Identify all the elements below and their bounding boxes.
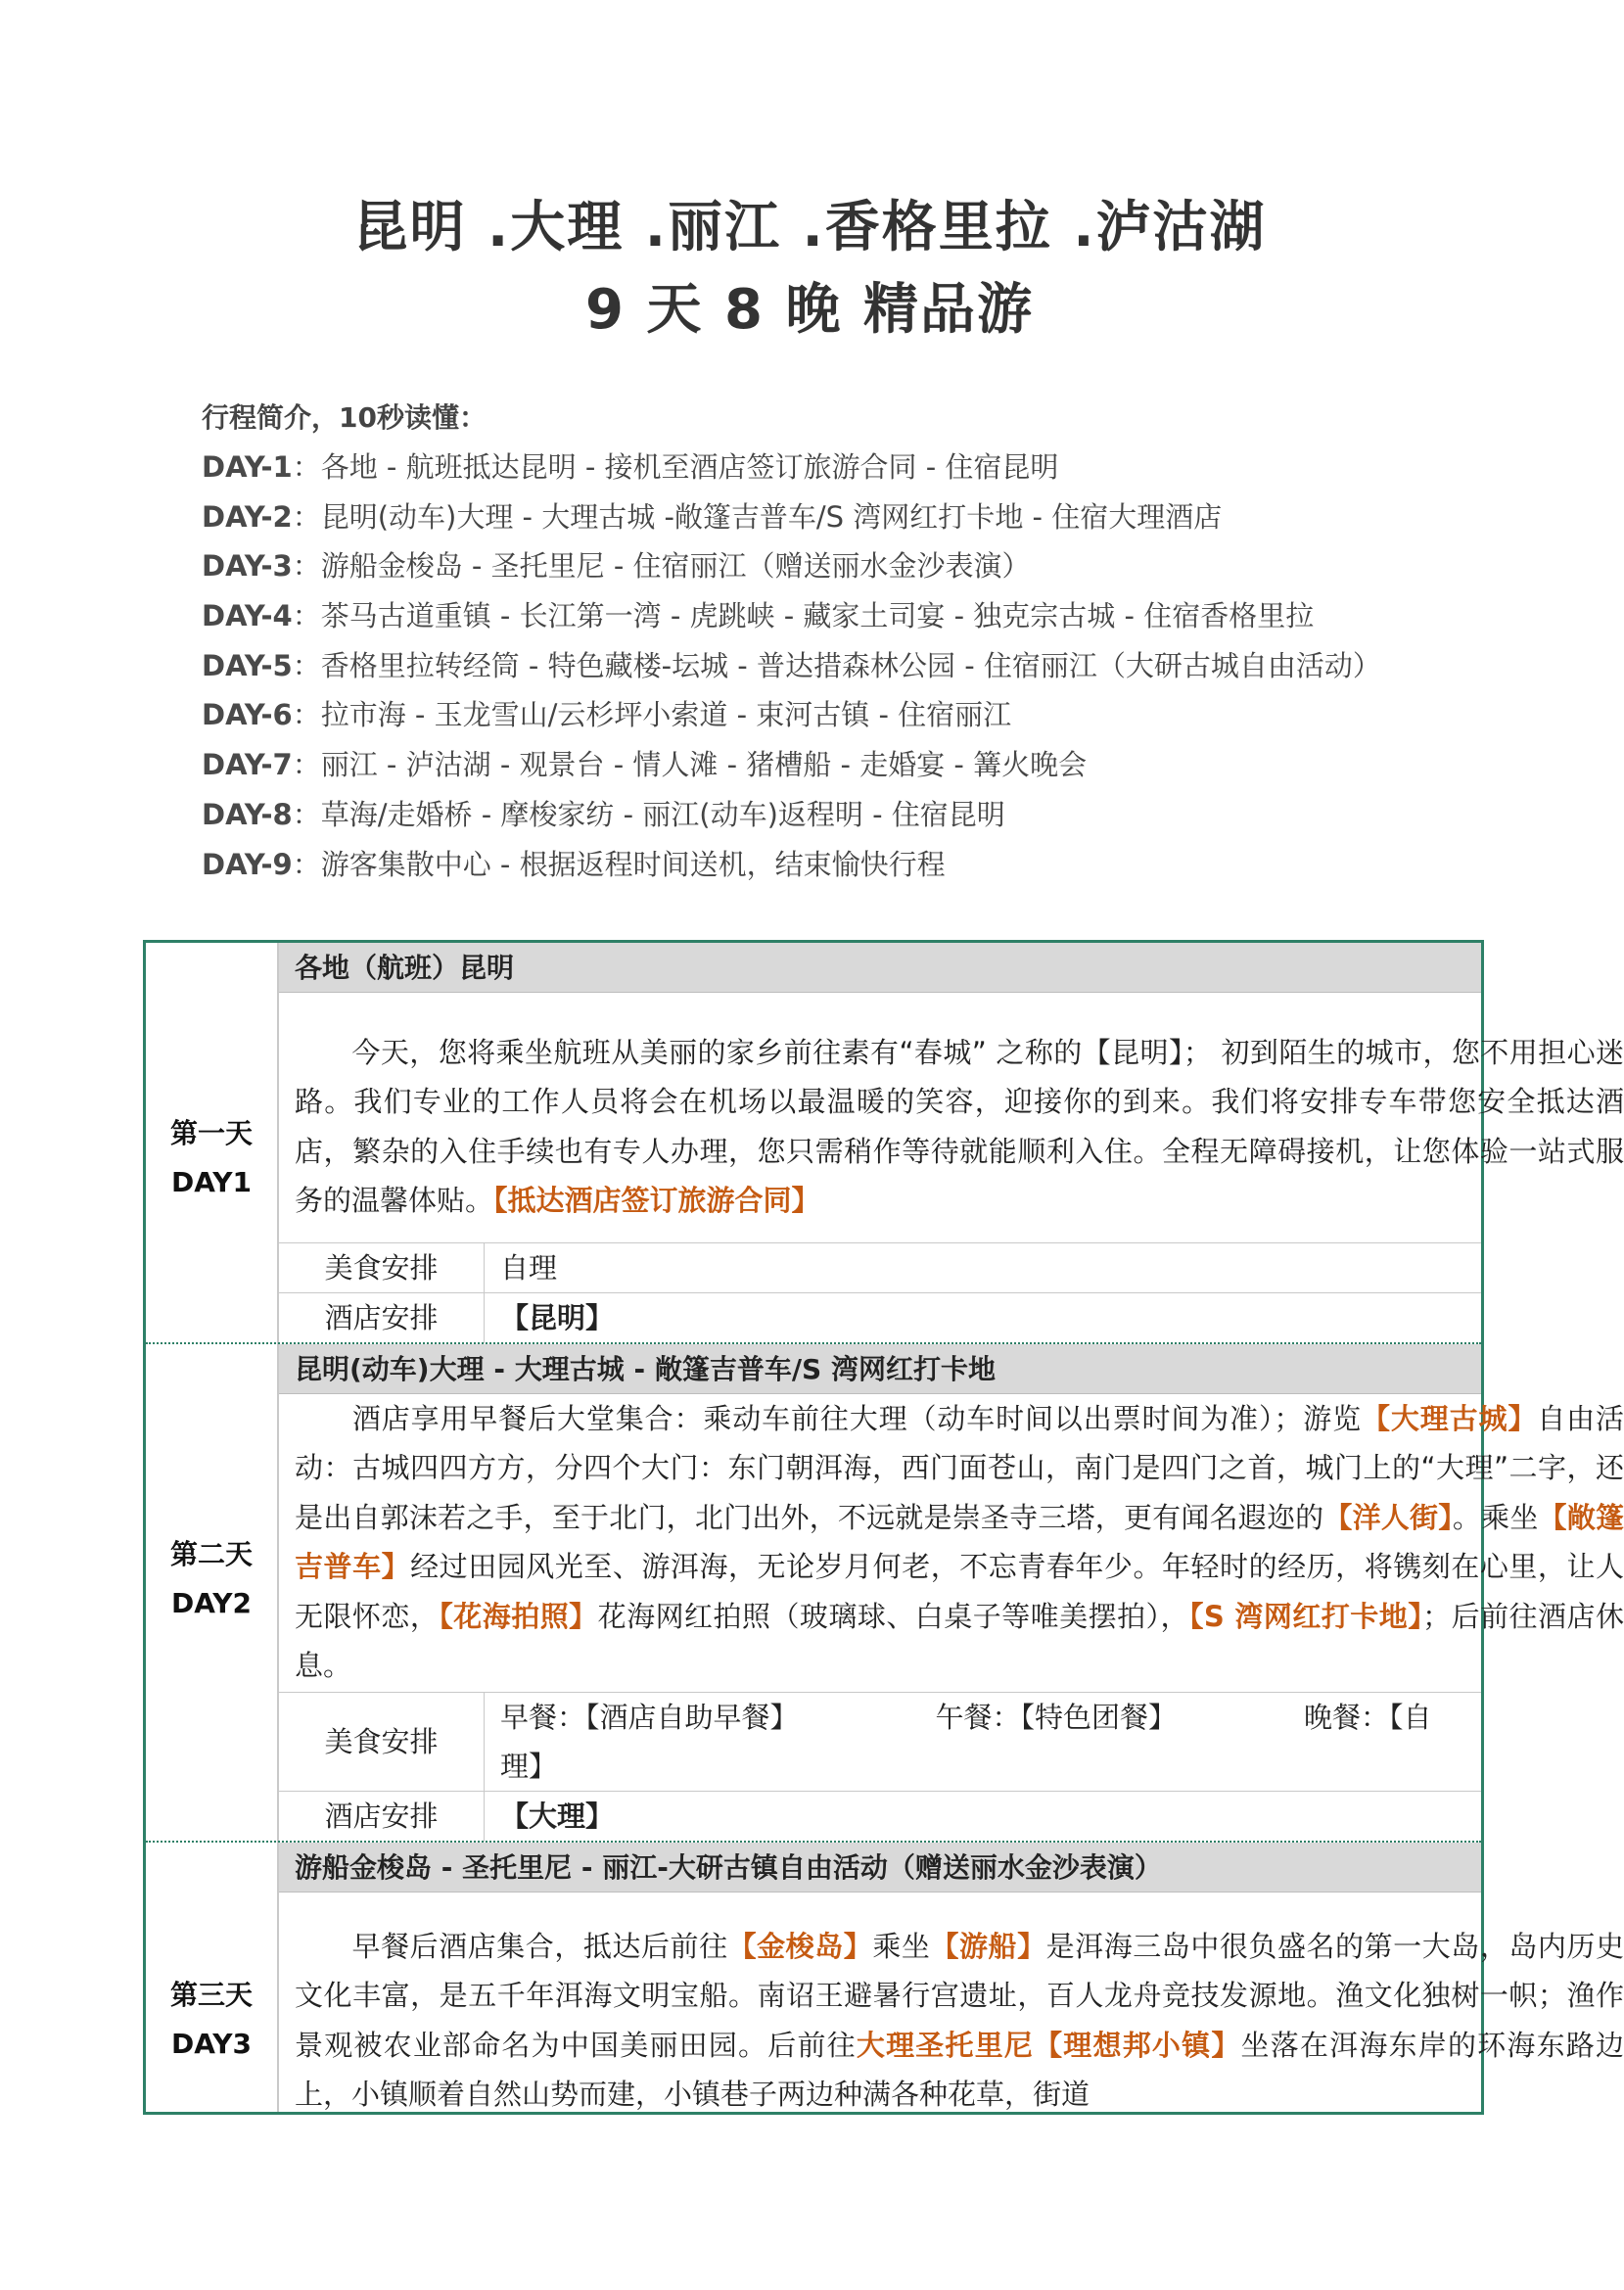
day3-description: [295, 1922, 1624, 2120]
day2-text-2: 自由活动：古城四四方方，分四个大门：东门朝洱海，西门面苍山，南门是四门之首，城门上的“大理”二字，还是出自郭沫若之手，至于北门，北门出外，不远就是崇圣寺三塔，更有闻名遐迩的: [295, 1402, 1624, 1534]
summary-item: [202, 740, 1474, 790]
day2-text-5: 花海网红拍照（玻璃球、白桌子等唯美摆拍），: [597, 1599, 1189, 1633]
day2-highlight-1: 【大理古城】: [1361, 1402, 1538, 1435]
summary-text: ：草海/走婚桥 - 摩梭家纺 - 丽江(动车)返程明 - 住宿昆明: [292, 797, 1005, 831]
day2-label-cn: 第二天: [169, 1538, 253, 1570]
summary-text: ：香格里拉转经筒 - 特色藏楼-坛城 - 普达措森林公园 - 住宿丽江（大研古城自由活动）: [292, 648, 1381, 682]
summary-item: [202, 690, 1474, 740]
page-title: 昆明 .大理 .丽江 .香格里拉 .泸沽湖: [352, 196, 1267, 259]
summary-day: DAY-5: [202, 648, 293, 682]
summary-text: ：茶马古道重镇 - 长江第一湾 - 虎跳峡 - 藏家土司宴 - 独克宗古城 - 住宿香格里拉: [292, 599, 1315, 633]
day1-highlight: 【抵达酒店签订旅游合同】: [493, 1184, 820, 1218]
day1-hotel-row: [279, 1292, 1481, 1343]
day2-text-4: 经过田园风光至、游洱海，无论岁月何老，不忘青春年少。年轻时的经历，将镌刻在心里，让人无限怀恋，: [295, 1550, 1624, 1633]
day2-highlight-5: 【S 湾网红打卡地】: [1188, 1599, 1423, 1633]
summary-item: [202, 591, 1474, 641]
summary-heading: 行程简介，10秒读懂：: [202, 401, 487, 434]
day1-description: [295, 1028, 1624, 1226]
day2-text-6: ；后前往酒店休息。: [295, 1599, 1624, 1683]
dinner: 晚餐：【自理】: [500, 1701, 1432, 1783]
summary-item: [202, 443, 1474, 492]
day3-label-en: DAY3: [171, 2028, 252, 2060]
day1-label-cn: 第一天: [169, 1117, 253, 1149]
summary-item: [202, 492, 1474, 542]
hotel-label: 酒店安排: [279, 1293, 485, 1343]
summary-text: ：昆明(动车)大理 - 大理古城 -敞篷吉普车/S 湾网红打卡地 - 住宿大理酒店: [292, 499, 1223, 534]
day2-highlight-3: 【敞篷吉普车】: [295, 1500, 1624, 1584]
page-subtitle: 9 天 8 晚 精品游: [585, 278, 1034, 342]
summary-day: DAY-7: [202, 748, 293, 782]
lunch: 午餐：【特色团餐】: [935, 1701, 1178, 1734]
meal-label: 美食安排: [279, 1243, 485, 1293]
day2-description: [295, 1394, 1624, 1690]
summary-day: DAY-8: [202, 797, 293, 831]
summary-day: DAY-6: [202, 698, 293, 732]
day2-highlight-4: 【花海拍照】: [439, 1599, 598, 1633]
summary-day: DAY-2: [202, 499, 293, 534]
summary-day: DAY-4: [202, 599, 293, 633]
day1-label-en: DAY1: [171, 1166, 252, 1198]
day1-label: [146, 1109, 277, 1207]
day2-title: 昆明(动车)大理 - 大理古城 - 敞篷吉普车/S 湾网红打卡地: [279, 1344, 1481, 1394]
summary-text: ：拉市海 - 玉龙雪山/云杉坪小索道 - 束河古镇 - 住宿丽江: [292, 698, 1012, 732]
day3-highlight-1: 【金梭岛】: [727, 1930, 873, 1963]
summary-text: ：游客集散中心 - 根据返程时间送机，结束愉快行程: [292, 847, 946, 881]
day3-text-2: 乘坐: [872, 1930, 931, 1963]
column-divider: [277, 943, 279, 2112]
day2-text-1: 酒店享用早餐后大堂集合：乘动车前往大理（动车时间以出票时间为准）；游览: [351, 1402, 1362, 1435]
day2-text-3: 。乘坐: [1452, 1500, 1539, 1534]
summary-item: [202, 840, 1474, 890]
meal-value: 自理: [500, 1251, 558, 1285]
itinerary-table: [143, 940, 1624, 2115]
day3-highlight-2: 【游船】: [930, 1930, 1046, 1963]
day1-title: 各地（航班）昆明: [279, 943, 1481, 993]
summary-item: [202, 541, 1474, 591]
hotel-label: 酒店安排: [279, 1792, 485, 1842]
day3-highlight-3: 大理圣托里尼【理想邦小镇】: [856, 2028, 1241, 2062]
summary-text: ：丽江 - 泸沽湖 - 观景台 - 情人滩 - 猪槽船 - 走婚宴 - 篝火晚会: [292, 748, 1088, 782]
summary-item: [202, 641, 1474, 691]
itinerary-summary: [202, 394, 1474, 889]
day3-label: [146, 1971, 277, 2069]
day3-text-4: 坐落在洱海东岸的环海东路边上，小镇顺着自然山势而建，小镇巷子两边种满各种花草，街道: [295, 2028, 1624, 2112]
summary-day: DAY-1: [202, 450, 293, 484]
day3-title: 游船金梭岛 - 圣托里尼 - 丽江-大研古镇自由活动（赠送丽水金沙表演）: [279, 1843, 1481, 1893]
day2-meal-row: [279, 1692, 1481, 1792]
day2-highlight-2: 【洋人街】: [1323, 1500, 1453, 1534]
summary-text: ：游船金梭岛 - 圣托里尼 - 住宿丽江（赠送丽水金沙表演）: [292, 549, 1031, 584]
meal-value: [500, 1693, 1465, 1791]
day1-text: 今天，您将乘坐航班从美丽的家乡前往素有“春城” 之称的【昆明】； 初到陌生的城市，您不用担心迷路。我们专业的工作人员将会在机场以最温暖的笑容，迎接你的到来。我们将安排专车带您安全抵达酒店，繁杂的入住手续也有专人办理，您只需稍作等待就能顺利入住。全程无障碍接机，让您体验一站式服务的温馨体贴。: [295, 1036, 1624, 1218]
day2-hotel-row: [279, 1791, 1481, 1842]
day3-label-cn: 第三天: [169, 1979, 253, 2011]
day2-label-en: DAY2: [171, 1587, 252, 1619]
day3-text-1: 早餐后酒店集合，抵达后前往: [351, 1930, 728, 1963]
summary-text: ：各地 - 航班抵达昆明 - 接机至酒店签订旅游合同 - 住宿昆明: [292, 450, 1059, 484]
meal-label: 美食安排: [279, 1693, 485, 1792]
hotel-value: 【昆明】: [500, 1301, 615, 1334]
day1-meal-row: [279, 1242, 1481, 1293]
breakfast: 早餐：【酒店自助早餐】: [500, 1701, 799, 1734]
summary-item: [202, 790, 1474, 840]
day2-label: [146, 1530, 277, 1628]
day3-text-3: 是洱海三岛中很负盛名的第一大岛，岛内历史文化丰富，是五千年洱海文明宝船。南诏王避暑行宫遗址，百人龙舟竞技发源地。渔文化独树一帜；渔作景观被农业部命名为中国美丽田园。后前往: [295, 1930, 1624, 2062]
hotel-value: 【大理】: [500, 1799, 615, 1833]
summary-day: DAY-3: [202, 549, 293, 584]
summary-day: DAY-9: [202, 847, 293, 881]
